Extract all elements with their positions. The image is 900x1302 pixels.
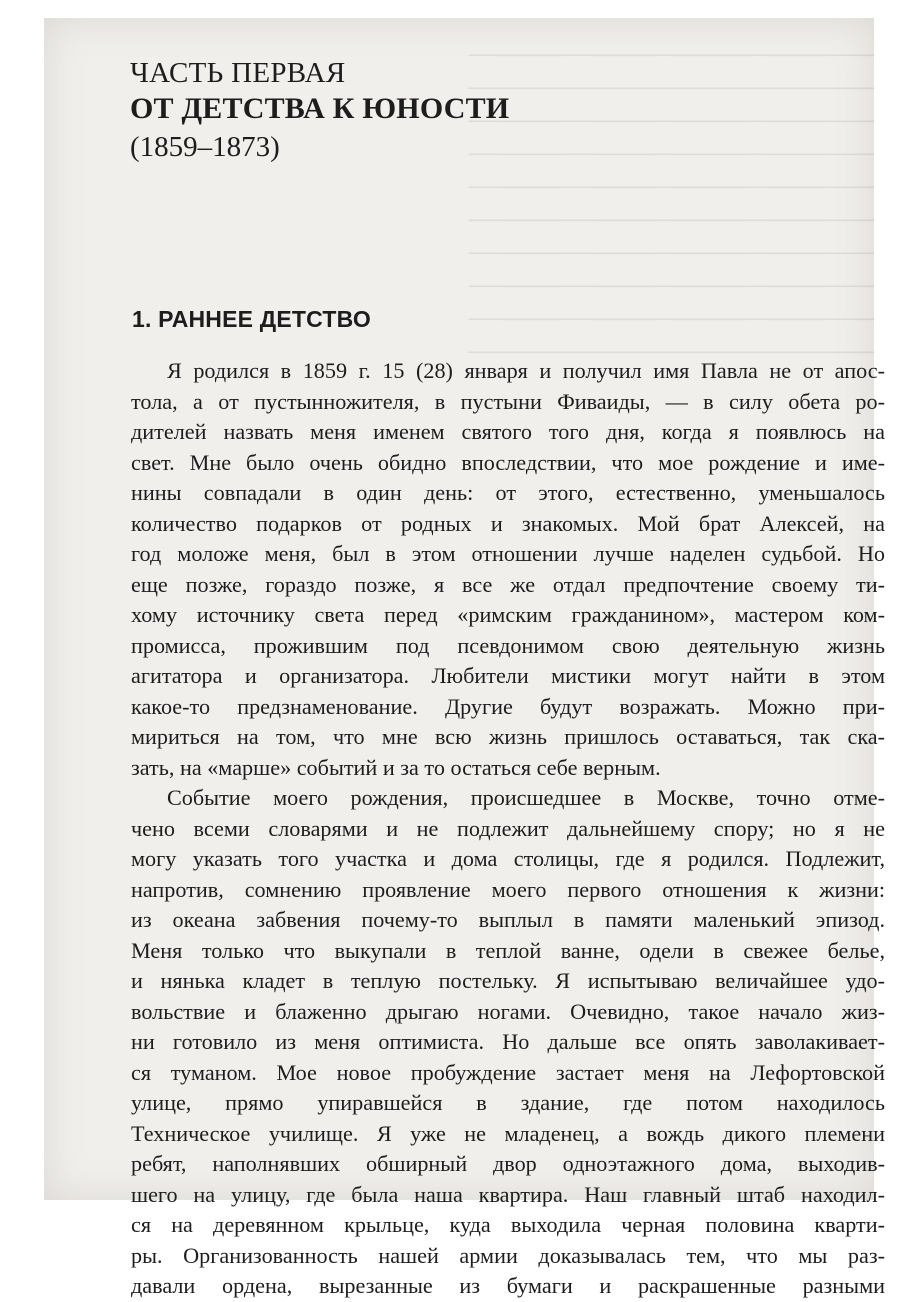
paragraph-1 bbox=[131, 356, 885, 783]
text-line: хому источнику света перед «римским гражданином», мастером ком- bbox=[131, 602, 885, 627]
text-line: и нянька кладет в теплую постельку. Я испытываю величайшее удо- bbox=[131, 968, 885, 993]
text-line: Меня только что выкупали в теплой ванне, одели в свежее белье, bbox=[131, 937, 885, 963]
section-heading: 1. РАННЕЕ ДЕТСТВО bbox=[132, 306, 371, 332]
paragraph-2 bbox=[131, 783, 885, 1302]
text-line: могу указать того участка и дома столицы, где я родился. Подлежит, bbox=[131, 846, 885, 871]
text-line: Техническое училище. Я уже не младенец, а вождь дикого племени bbox=[131, 1120, 885, 1146]
chapter-header bbox=[130, 56, 509, 166]
text-line: дителей назвать меня именем святого того дня, когда я появлюсь на bbox=[131, 419, 885, 444]
text-line: давали ордена, вырезанные из бумаги и раскрашенные разными bbox=[131, 1273, 885, 1298]
text-line: промисса, прожившим под псевдонимом свою деятельную жизнь bbox=[131, 632, 885, 658]
text-line: вольствие и блаженно дрыгаю ногами. Очевидно, такое начало жиз- bbox=[131, 998, 885, 1024]
text-line: напротив, сомнению проявление моего первого отношения к жизни: bbox=[131, 876, 885, 902]
book-page bbox=[44, 18, 885, 1298]
text-line: свет. Мне было очень обидно впоследствии, что мое рождение и име- bbox=[131, 449, 885, 475]
text-line: нины совпадали в один день: от этого, естественно, уменьшалось bbox=[131, 480, 885, 505]
bleed-through-text-texture: ────────────────────────── ────────────────────────── ────────────────────────── ────────────────────────── ────────────────────────── ────────────────────────── ────────────────────────── ────────────────────────── ────────────────────────── ────────────────────────── bbox=[468, 42, 874, 364]
text-line: тола, а от пустынножителя, в пустыни Фиваиды, — в силу обета ро- bbox=[131, 388, 885, 414]
text-line: мириться на том, что мне всю жизнь пришлось оставаться, так ска- bbox=[131, 724, 885, 749]
part-years: (1859–1873) bbox=[130, 131, 280, 163]
text-line: улице, прямо упиравшейся в здание, где потом находилось bbox=[131, 1090, 885, 1115]
text-line: ся на деревянном крыльце, куда выходила черная половина кварти- bbox=[131, 1212, 885, 1237]
text-line: шего на улицу, где была наша квартира. Наш главный штаб находил- bbox=[131, 1181, 885, 1207]
text-line: зать, на «марше» событий и за то остаться себе верным. bbox=[131, 754, 661, 780]
part-label: ЧАСТЬ ПЕРВАЯ bbox=[130, 57, 346, 89]
text-line: Я родился в 1859 г. 15 (28) января и получил имя Павла не от апос- bbox=[167, 358, 885, 383]
part-title: ОТ ДЕТСТВА К ЮНОСТИ bbox=[130, 92, 510, 125]
text-line: ся туманом. Мое новое пробуждение застает меня на Лефортовской bbox=[131, 1059, 885, 1085]
text-line: Событие моего рождения, происшедшее в Москве, точно отме- bbox=[167, 785, 885, 810]
text-line: какое-то предзнаменование. Другие будут возражать. Можно при- bbox=[131, 693, 885, 719]
text-line: ребят, наполнявших обширный двор одноэтажного дома, выходив- bbox=[131, 1151, 885, 1176]
body-text bbox=[131, 356, 885, 1302]
text-line: ни готовило из меня оптимиста. Но дальше все опять заволакивает- bbox=[131, 1029, 885, 1054]
text-line: еще позже, гораздо позже, я все же отдал предпочтение своему ти- bbox=[131, 571, 885, 597]
text-line: из океана забвения почему-то выплыл в памяти маленький эпизод. bbox=[131, 907, 885, 932]
text-line: чено всеми словарями и не подлежит дальнейшему спору; но я не bbox=[131, 815, 885, 841]
text-line: количество подарков от родных и знакомых. Мой брат Алексей, на bbox=[131, 510, 885, 536]
text-line: год моложе меня, был в этом отношении лучше наделен судьбой. Но bbox=[131, 541, 885, 566]
text-line: агитатора и организатора. Любители мистики могут найти в этом bbox=[131, 663, 885, 688]
text-line: ры. Организованность нашей армии доказывалась тем, что мы раз- bbox=[131, 1242, 885, 1268]
